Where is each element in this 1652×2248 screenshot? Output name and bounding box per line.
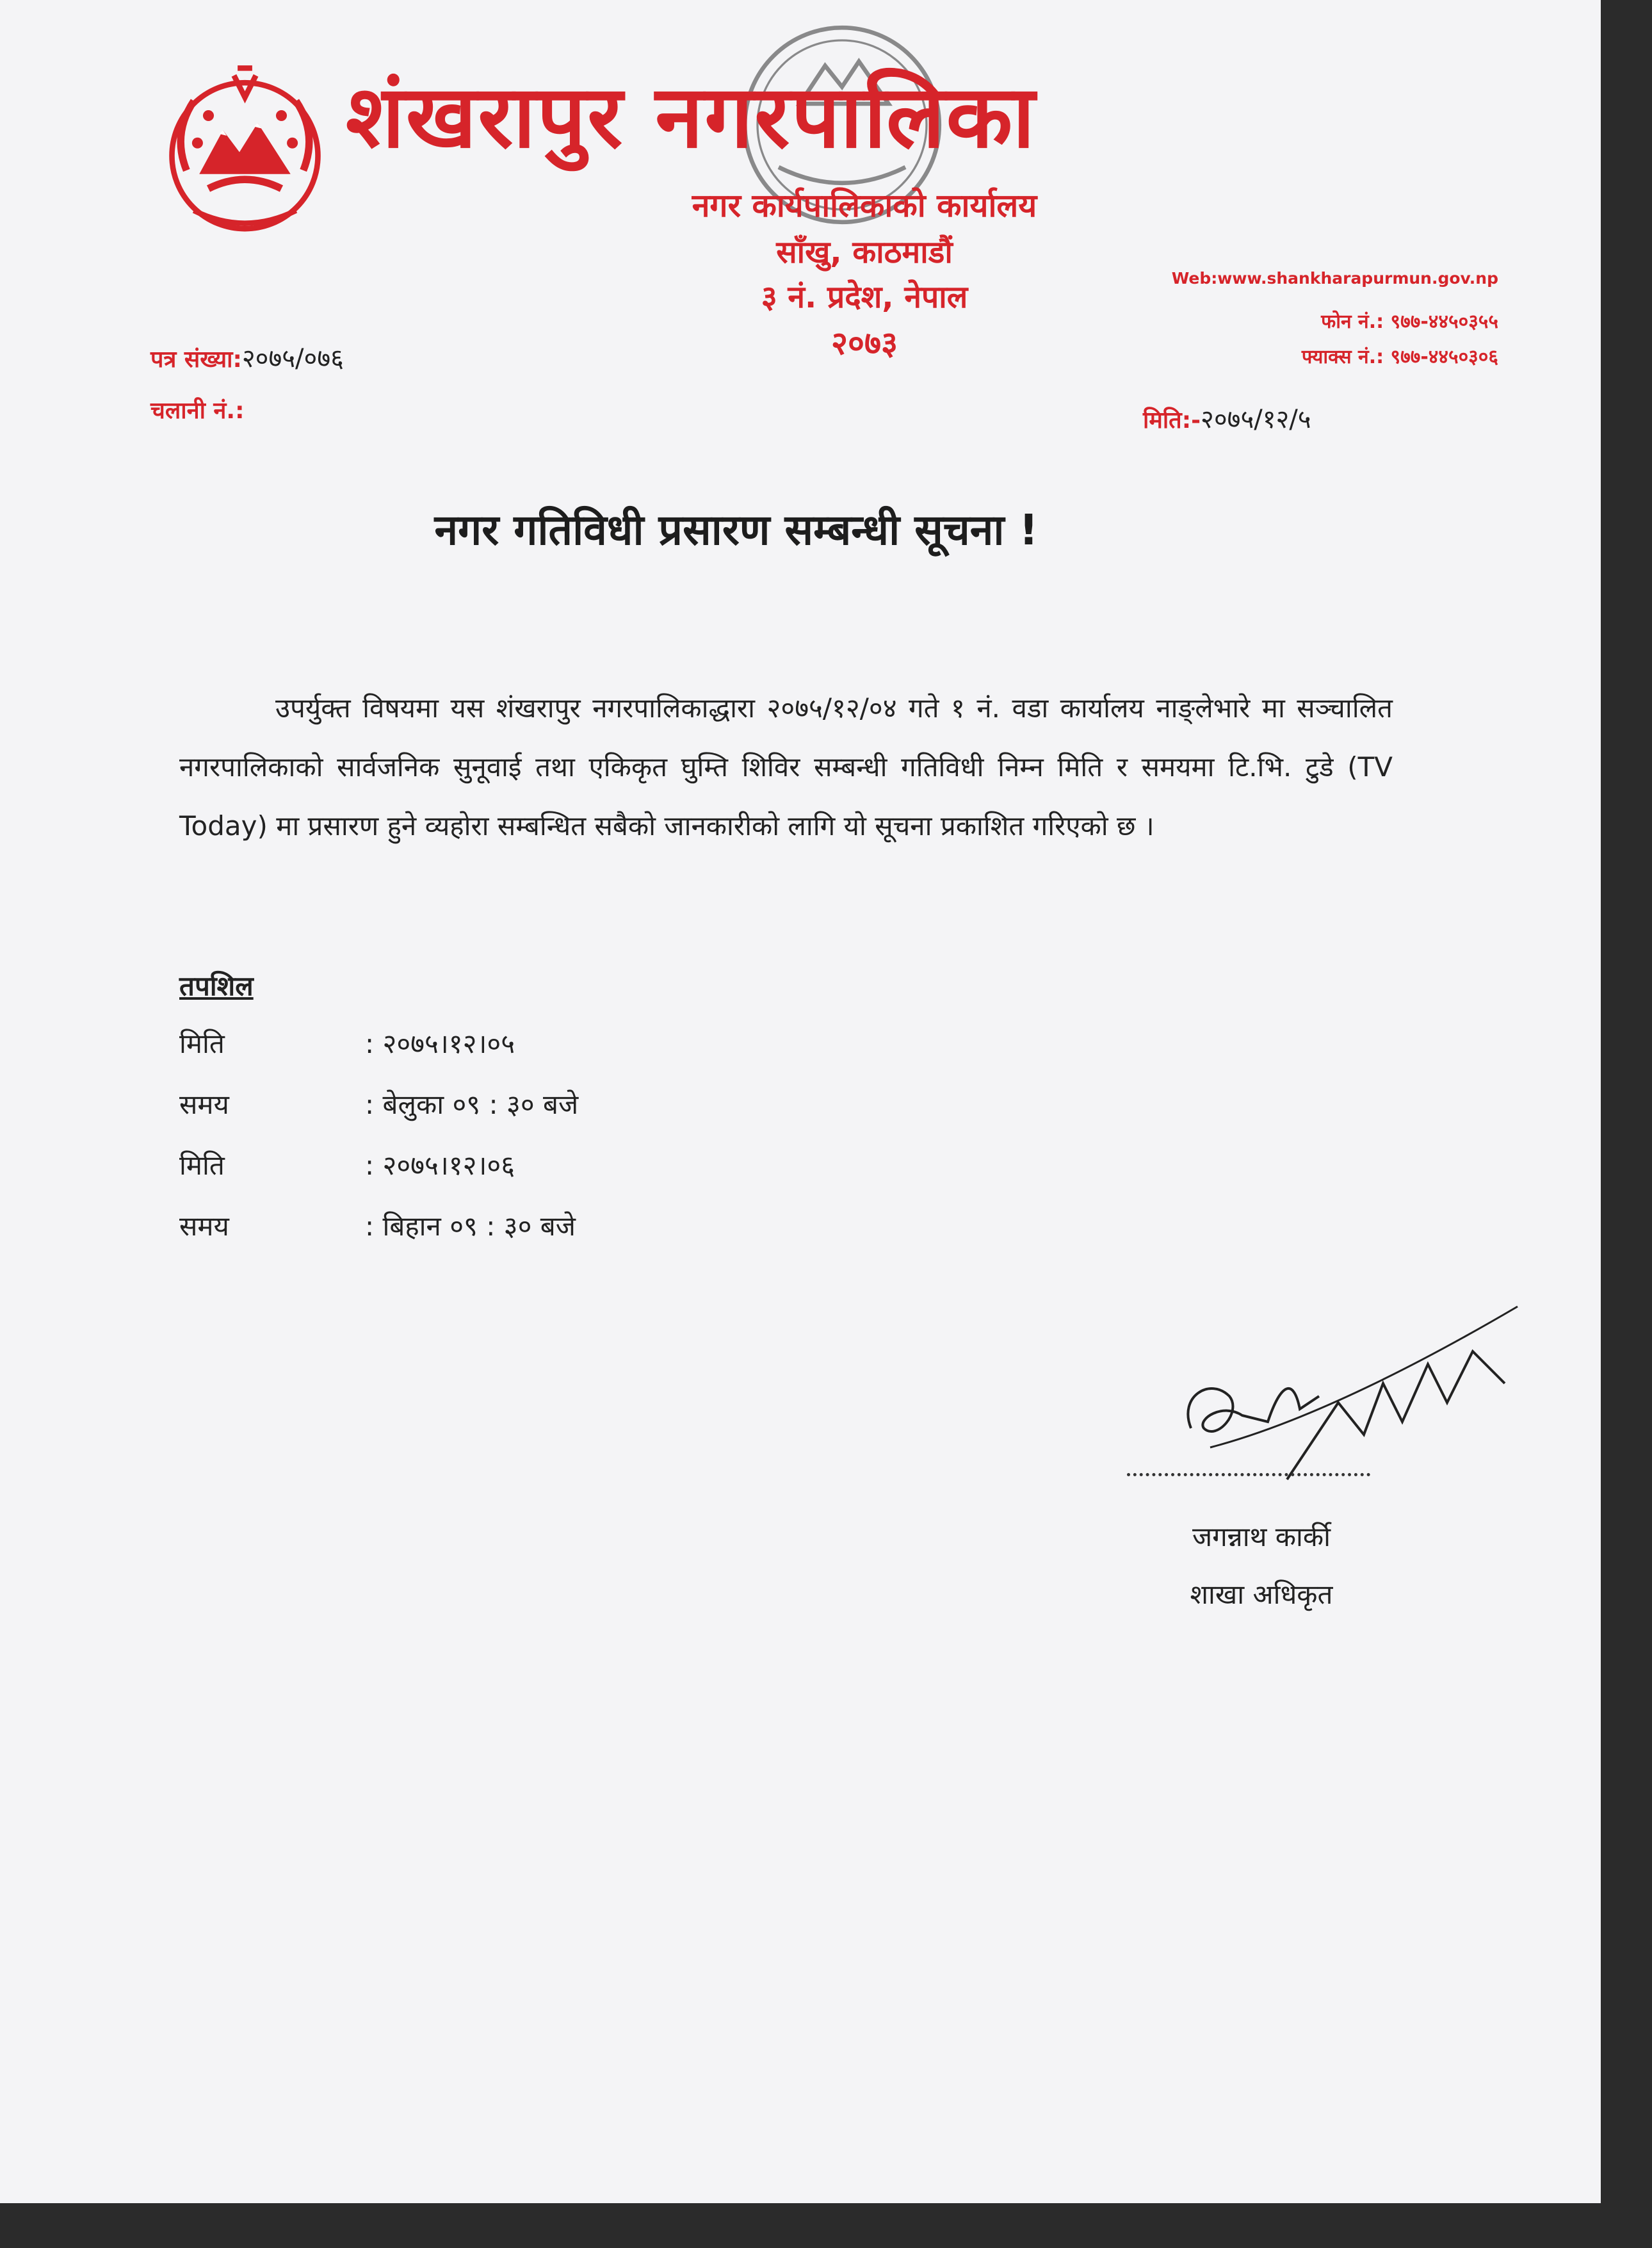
signatory-title: शाखा अधिकृत: [1190, 1579, 1333, 1610]
fax-number: फ्याक्स नं.: ९७७-४४५०३०६: [1301, 346, 1498, 368]
notice-body: उपर्युक्त विषयमा यस शंखरापुर नगरपालिकाद्धारा २०७५/१२/०४ गते १ नं. वडा कार्यालय नाङ्लेभारे मा सञ्चालित नगरपालिकाको सार्वजनिक सुनूवाई तथा एकिकृत घुम्ति शिविर सम्बन्धी गतिविधी निम्न मिति र समयमा टि.भि. टुडे (TV Today) मा प्रसारण हुने व्यहोरा सम्बन्धित सबैको जानकारीको लागि यो सूचना प्रकाशित गरिएको छ ।: [179, 692, 1393, 842]
signature-icon: [1172, 1287, 1530, 1499]
address-line-2: ३ नं. प्रदेश, नेपाल: [761, 279, 968, 315]
letter-date-value: २०७५/१२/५: [1201, 405, 1311, 434]
detail-label: समय: [179, 1089, 229, 1120]
detail-label: मिति: [179, 1150, 225, 1181]
detail-value: : बिहान ०९ : ३० बजे: [365, 1210, 576, 1242]
signatory-name: जगन्नाथ कार्की: [1192, 1521, 1331, 1552]
address-line-1: साँखु, काठमाडौं: [776, 234, 953, 270]
letter-number: [150, 339, 344, 375]
org-name: शंखरापुर नगरपालिका: [346, 67, 1037, 167]
nepal-emblem-icon: [154, 61, 336, 243]
detail-value: : २०७५।१२।०६: [365, 1150, 515, 1181]
notice-title: नगर गतिविधी प्रसारण सम्बन्धी सूचना !: [434, 505, 1039, 555]
letter-number-label: पत्र संख्या:: [150, 346, 242, 373]
dispatch-number: [150, 394, 244, 425]
website: Web:www.shankharapurmun.gov.np: [1171, 269, 1498, 288]
detail-label: समय: [179, 1210, 229, 1242]
letter-date: [1143, 400, 1311, 436]
letter-number-value: २०७५/०७६: [241, 344, 344, 373]
office-name: नगर कार्यपालिकाको कार्यालय: [692, 187, 1037, 224]
dispatch-number-label: चलानी नं.:: [150, 398, 245, 424]
details-heading: तपशिल: [179, 970, 254, 1002]
phone-number: फोन नं.: ९७७-४४५०३५५: [1321, 311, 1498, 333]
detail-value: : २०७५।१२।०५: [365, 1028, 515, 1059]
detail-label: मिति: [179, 1028, 225, 1059]
signature-line: [1127, 1473, 1370, 1476]
established-year: २०७३: [831, 325, 898, 362]
detail-value: : बेलुका ०९ : ३० बजे: [365, 1089, 579, 1120]
letter-date-label: मिति:-: [1143, 407, 1201, 434]
